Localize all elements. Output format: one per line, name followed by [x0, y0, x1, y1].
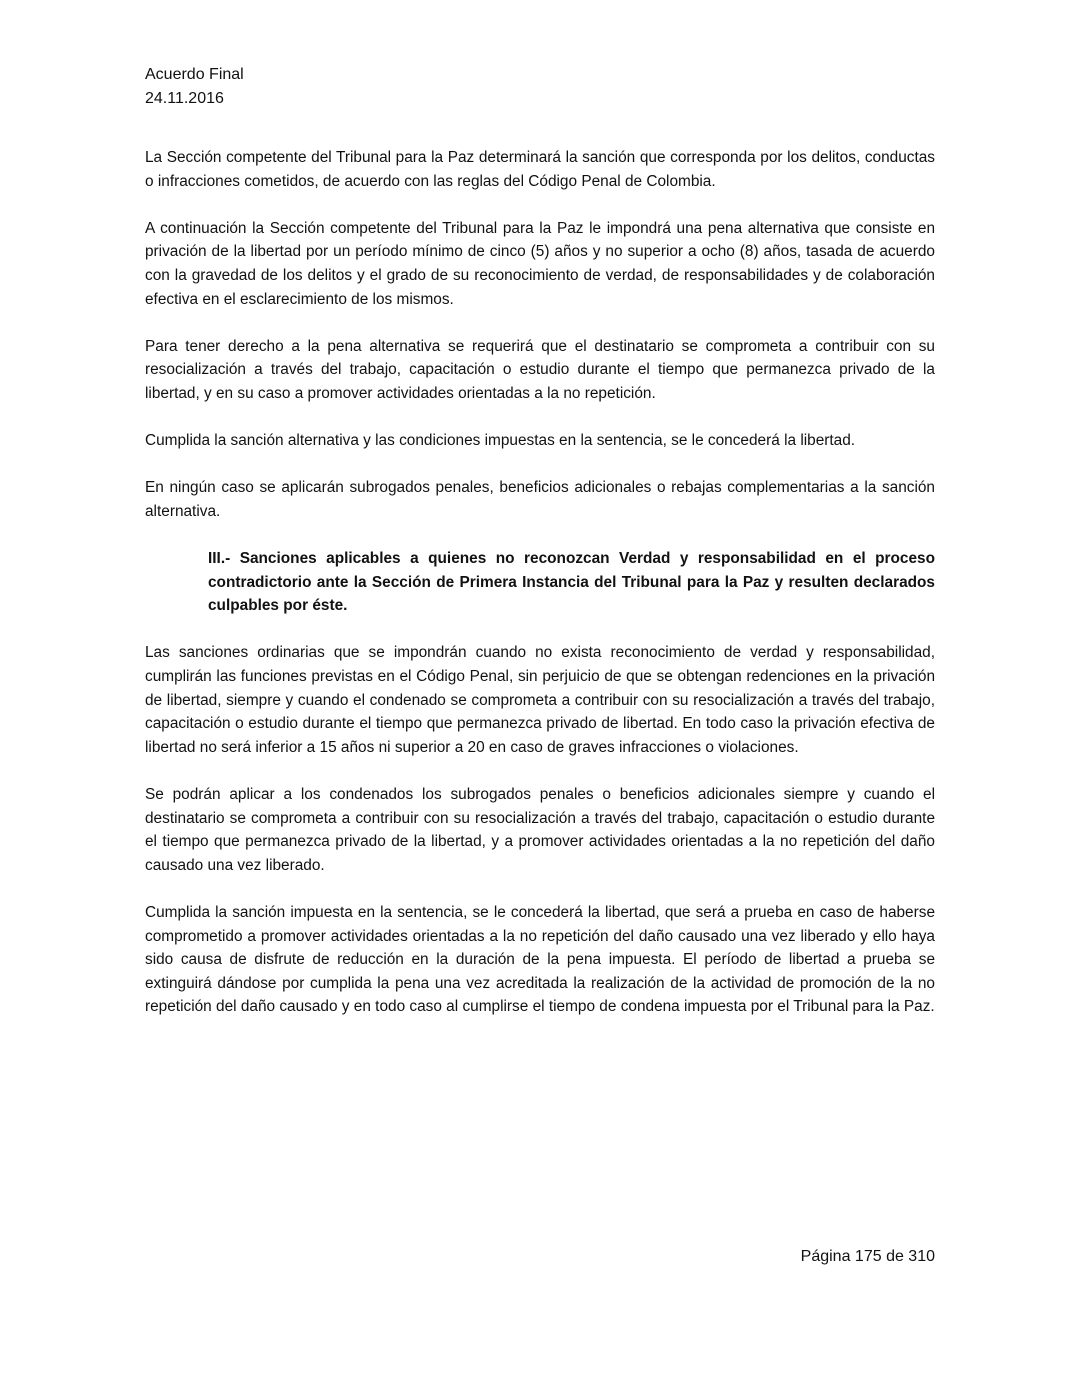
- page-number: Página 175 de 310: [800, 1248, 935, 1265]
- paragraph: La Sección competente del Tribunal para la Paz determinará la sanción que corresponda por los delitos, conductas o infracciones cometidos, de acuerdo con las reglas del Código Penal de Colombia.: [145, 149, 935, 190]
- paragraph: Cumplida la sanción alternativa y las condiciones impuestas en la sentencia, se le concederá la libertad.: [145, 432, 856, 450]
- section-heading: III.- Sanciones aplicables a quienes no reconozcan Verdad y responsabilidad en el proceso contradictorio ante la Sección de Primera Instancia del Tribunal para la Paz y resulten declarados culpables por éste.: [208, 550, 935, 615]
- paragraph: A continuación la Sección competente del Tribunal para la Paz le impondrá una pena alternativa que consiste en privación de la libertad por un período mínimo de cinco (5) años y no superior a ocho (8) años, tasada de acuerdo con la gravedad de los delitos y el grado de su reconocimiento de verdad, de responsabilidades y de colaboración efectiva en el esclarecimiento de los mismos.: [145, 219, 935, 308]
- paragraph: Cumplida la sanción impuesta en la sentencia, se le concederá la libertad, que será a prueba en caso de haberse comprometido a promover actividades orientadas a la no repetición del daño causado una vez liberado y ello haya sido causa de disfrute de reducción en la duración de la pena impuesta. El período de libertad a prueba se extinguirá dándose por cumplida la pena una vez acreditada la realización de la actividad de promoción de la no repetición del daño causado y en todo caso al cumplirse el tiempo de condena impuesta por el Tribunal para la Paz.: [145, 904, 935, 1016]
- document-header: [145, 63, 244, 111]
- document-body: [145, 146, 935, 1043]
- paragraph: Para tener derecho a la pena alternativa se requerirá que el destinatario se comprometa a contribuir con su resocialización a través del trabajo, capacitación o estudio durante el tiempo que permanezca privado de la libertad, y en su caso a promover actividades orientadas a la no repetición.: [145, 337, 935, 402]
- paragraph: En ningún caso se aplicarán subrogados penales, beneficios adicionales o rebajas complementarias a la sanción alternativa.: [145, 479, 935, 520]
- paragraph: Las sanciones ordinarias que se impondrán cuando no exista reconocimiento de verdad y responsabilidad, cumplirán las funciones previstas en el Código Penal, sin perjuicio de que se obtengan redenciones en la privación de libertad, siempre y cuando el condenado se comprometa a contribuir con su resocialización a través del trabajo, capacitación o estudio durante el tiempo que permanezca privado de libertad. En todo caso la privación efectiva de libertad no será inferior a 15 años ni superior a 20 en caso de graves infracciones o violaciones.: [145, 644, 935, 756]
- document-date: 24.11.2016: [145, 90, 224, 107]
- paragraph: Se podrán aplicar a los condenados los subrogados penales o beneficios adicionales siempre y cuando el destinatario se comprometa a contribuir con su resocialización a través del trabajo, capacitación o estudio durante el tiempo que permanezca privado de la libertad, y a promover actividades orientadas a la no repetición del daño causado una vez liberado.: [145, 786, 935, 874]
- document-title: Acuerdo Final: [145, 66, 244, 83]
